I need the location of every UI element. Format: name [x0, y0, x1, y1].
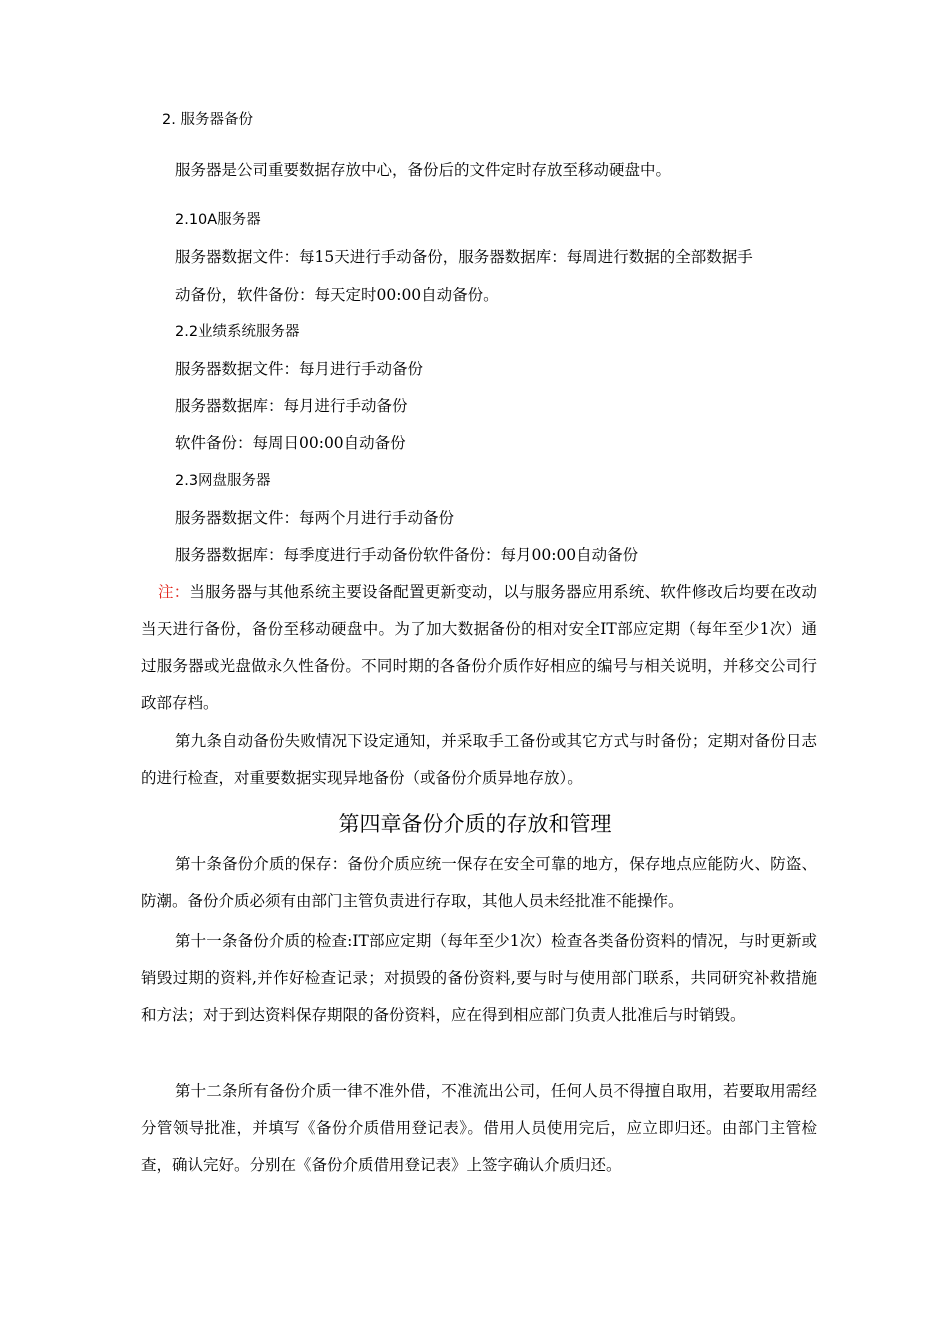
subsection-22-line3: 软件备份：每周日00:00自动备份	[175, 434, 406, 452]
subsection-heading-22: 2.2业绩系统服务器	[175, 324, 300, 340]
subsection-heading-21: 2.10A服务器	[175, 212, 261, 228]
subsection-21-line2: 动备份，软件备份：每天定时00:00自动备份。	[175, 286, 499, 304]
article-12: 第十二条所有备份介质一律不准外借，不准流出公司，任何人员不得擅自取用，若要取用需经分管领导批准，并填写《备份介质借用登记表》。借用人员使用完后，应立即归还。由部门主管检查，确认完好。分别在《备份介质借用登记表》上签字确认介质归还。	[141, 1082, 817, 1174]
subsection-23-line1: 服务器数据文件：每两个月进行手动备份	[175, 509, 455, 527]
article-11: 第十一条备份介质的检查:IT部应定期（每年至少1次）检查各类备份资料的情况，与时更新或销毁过期的资料,并作好检查记录；对损毁的备份资料,要与时与使用部门联系，共同研究补救措施和方法；对于到达资料保存期限的备份资料，应在得到相应部门负责人批准后与时销毁。	[141, 932, 817, 1024]
subsection-22-line1: 服务器数据文件：每月进行手动备份	[175, 360, 424, 378]
note-text: 当服务器与其他系统主要设备配置更新变动，以与服务器应用系统、软件修改后均要在改动当天进行备份，备份至移动硬盘中。为了加大数据备份的相对安全IT部应定期（每年至少1次）通过服务器或光盘做永久性备份。不同时期的各备份介质作好相应的编号与相关说明，并移交公司行政部存档。	[141, 583, 817, 712]
note-label: 注：	[158, 583, 190, 601]
section-heading-server-backup: 2. 服务器备份	[162, 112, 253, 128]
subsection-21-line1: 服务器数据文件：每15天进行手动备份，服务器数据库：每周进行数据的全部数据手	[175, 248, 753, 266]
section-intro: 服务器是公司重要数据存放中心，备份后的文件定时存放至移动硬盘中。	[175, 161, 672, 179]
note-paragraph	[141, 574, 817, 722]
subsection-22-line2: 服务器数据库：每月进行手动备份	[175, 397, 408, 415]
article-10: 第十条备份介质的保存：备份介质应统一保存在安全可靠的地方，保存地点应能防火、防盗、防潮。备份介质必须有由部门主管负责进行存取，其他人员未经批准不能操作。	[141, 855, 817, 910]
chapter-title: 第四章备份介质的存放和管理	[338, 812, 612, 836]
article-9: 第九条自动备份失败情况下设定通知，并采取手工备份或其它方式与时备份；定期对备份日志的进行检查，对重要数据实现异地备份（或备份介质异地存放）。	[141, 732, 817, 787]
subsection-23-line2: 服务器数据库：每季度进行手动备份软件备份：每月00:00自动备份	[175, 546, 639, 564]
subsection-heading-23: 2.3网盘服务器	[175, 473, 271, 489]
